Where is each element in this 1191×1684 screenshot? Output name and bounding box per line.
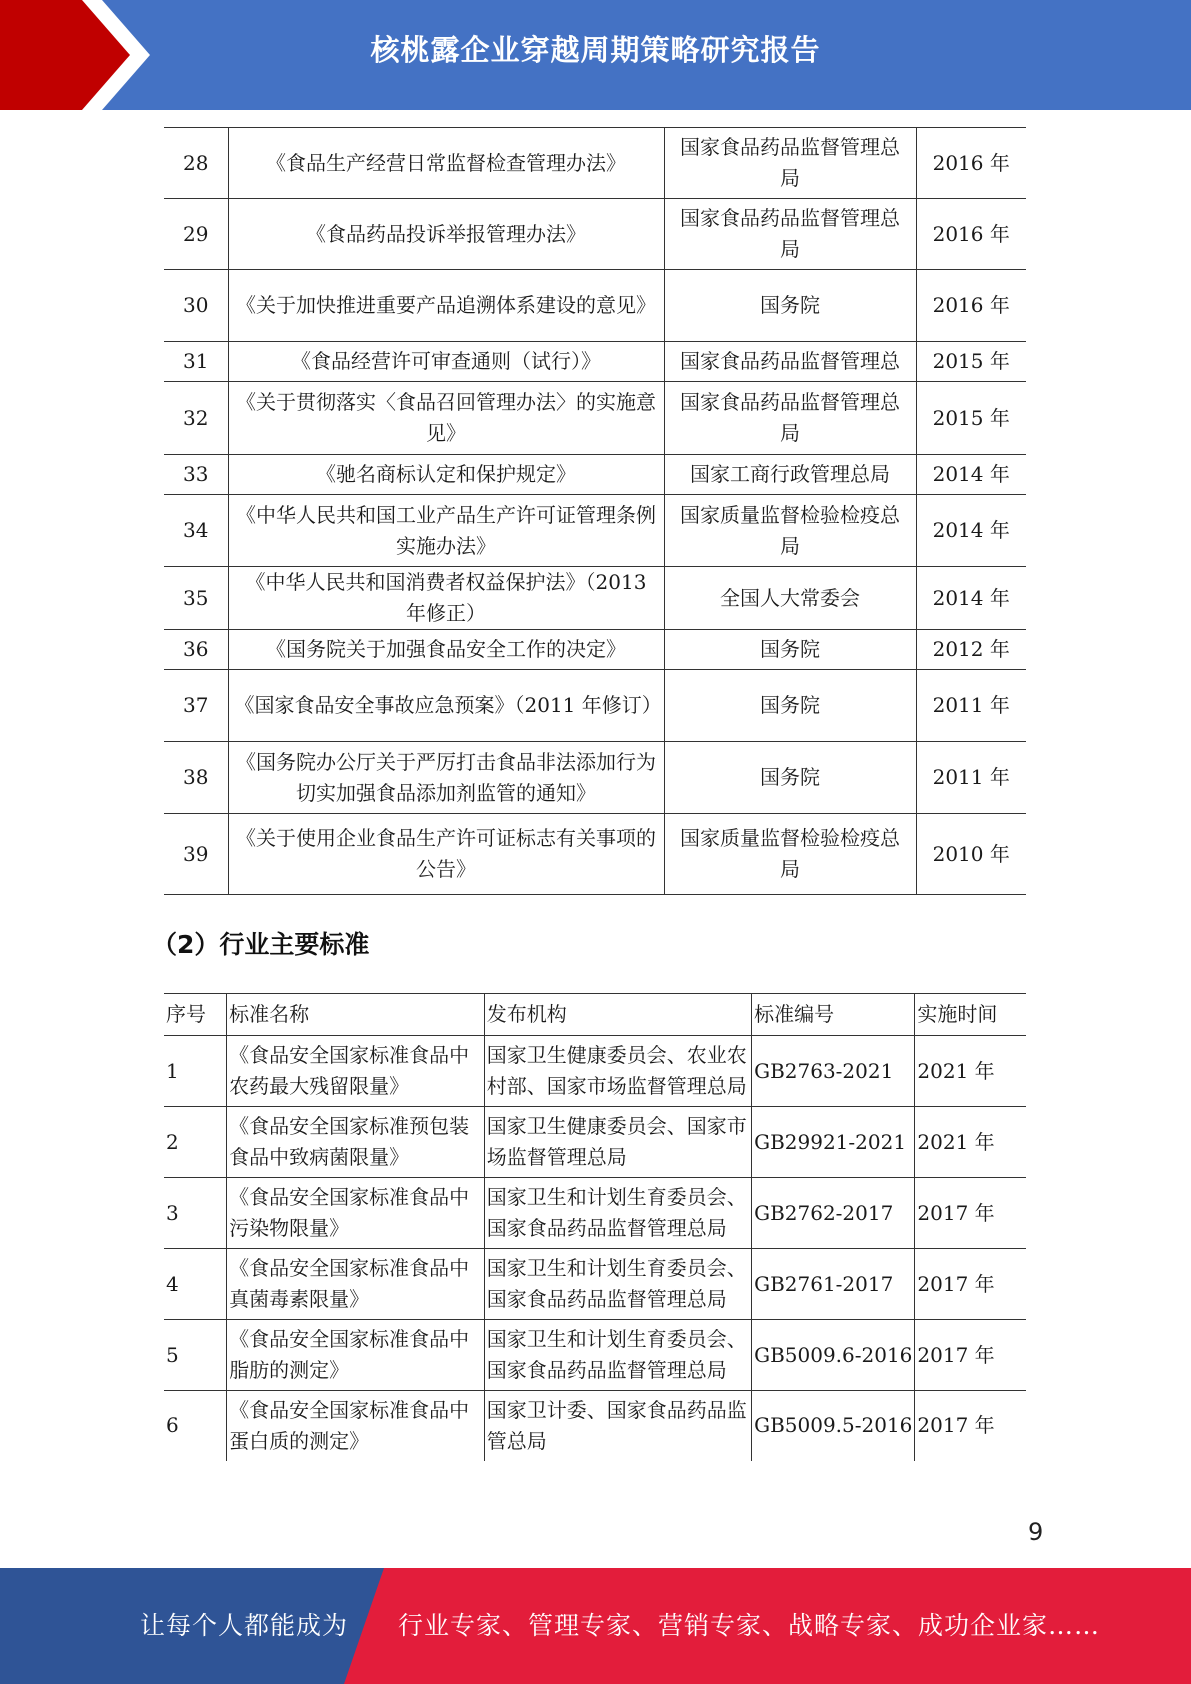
issuing-authority: 国家工商行政管理总局 [664,455,916,495]
table-row [164,199,1026,270]
issuing-authority: 国务院 [664,630,916,670]
page-number: 9 [1028,1518,1044,1546]
standard-code: GB2761-2017 [752,1249,915,1320]
report-title: 核桃露企业穿越周期策略研究报告 [370,33,821,67]
row-number: 38 [164,742,228,814]
issue-year: 2014 年 [916,567,1026,630]
regulation-name: 《国务院办公厅关于严厉打击食品非法添加行为切实加强食品添加剂监管的通知》 [228,742,664,814]
table-row [164,1249,1026,1320]
standard-code: GB2763-2021 [752,1036,915,1107]
issuing-authority: 国家食品药品监督管理总局 [664,128,916,199]
row-number: 32 [164,382,228,455]
table-row [164,670,1026,742]
row-number: 1 [164,1036,227,1107]
table-row [164,1178,1026,1249]
issuing-authority: 国务院 [664,270,916,342]
row-number: 36 [164,630,228,670]
table-row [164,567,1026,630]
effective-date: 2017 年 [915,1249,1026,1320]
standard-code: GB2762-2017 [752,1178,915,1249]
standards-table [164,993,1026,1461]
row-number: 35 [164,567,228,630]
row-number: 34 [164,495,228,567]
issuing-authority: 国家质量监督检验检疫总局 [664,814,916,895]
table-row [164,455,1026,495]
issue-year: 2014 年 [916,455,1026,495]
table-row [164,742,1026,814]
table-row [164,382,1026,455]
table-row [164,342,1026,382]
issuing-body: 国家卫生健康委员会、国家市场监督管理总局 [484,1107,751,1178]
row-number: 3 [164,1178,227,1249]
issuing-body: 国家卫生和计划生育委员会、国家食品药品监督管理总局 [484,1178,751,1249]
standard-code: GB5009.6-2016 [752,1320,915,1391]
issuing-body: 国家卫计委、国家食品药品监管总局 [484,1391,751,1461]
issuing-body: 国家卫生健康委员会、农业农村部、国家市场监督管理总局 [484,1036,751,1107]
regulation-name: 《国家食品安全事故应急预案》（2011 年修订） [228,670,664,742]
clipped-cell [671,342,910,381]
issuing-authority: 国家质量监督检验检疫总局 [664,495,916,567]
footer-slogan-left: 让每个人都能成为 [140,1611,349,1640]
regulation-name: 《中华人民共和国消费者权益保护法》（2013 年修正） [228,567,664,630]
page-footer [0,1568,1191,1684]
issue-year: 2014 年 [916,495,1026,567]
regulation-name: 《食品经营许可审查通则（试行）》 [228,342,664,382]
effective-date: 2021 年 [915,1036,1026,1107]
effective-date: 2021 年 [915,1107,1026,1178]
standard-name: 《食品安全国家标准预包装食品中致病菌限量》 [227,1107,485,1178]
issue-year: 2016 年 [916,270,1026,342]
standard-name: 《食品安全国家标准食品中蛋白质的测定》 [227,1391,485,1461]
regulation-name: 《关于贯彻落实〈食品召回管理办法〉的实施意见》 [228,382,664,455]
page-header [0,0,1191,110]
issuing-authority: 国务院 [664,670,916,742]
row-number: 30 [164,270,228,342]
issue-year: 2012 年 [916,630,1026,670]
header-cell-org: 发布机构 [484,994,751,1036]
footer-slogan-right: 行业专家、管理专家、营销专家、战略专家、成功企业家…… [398,1611,1101,1640]
regulation-name: 《食品药品投诉举报管理办法》 [228,199,664,270]
header-cell-date: 实施时间 [915,994,1026,1036]
table-header-row [164,994,1026,1036]
table-row [164,1036,1026,1107]
issuing-authority-text: 国家食品药品监督管理总 [680,349,900,373]
issue-year: 2011 年 [916,742,1026,814]
header-cell-code: 标准编号 [752,994,915,1036]
issuing-authority [664,342,916,382]
row-number: 29 [164,199,228,270]
regulation-name: 《关于加快推进重要产品追溯体系建设的意见》 [228,270,664,342]
issue-year: 2015 年 [916,342,1026,382]
header-cell-no: 序号 [164,994,227,1036]
table-row [164,630,1026,670]
issuing-body: 国家卫生和计划生育委员会、国家食品药品监督管理总局 [484,1249,751,1320]
table-row [164,1320,1026,1391]
table-row [164,495,1026,567]
standard-name: 《食品安全国家标准食品中污染物限量》 [227,1178,485,1249]
section-heading: （2）行业主要标准 [152,930,370,959]
regulation-name: 《驰名商标认定和保护规定》 [228,455,664,495]
standard-code: GB5009.5-2016 [752,1391,915,1461]
header-cell-name: 标准名称 [227,994,485,1036]
issuing-authority: 全国人大常委会 [664,567,916,630]
table-row [164,814,1026,895]
issuing-body: 国家卫生和计划生育委员会、国家食品药品监督管理总局 [484,1320,751,1391]
effective-date: 2017 年 [915,1178,1026,1249]
regulation-name: 《中华人民共和国工业产品生产许可证管理条例实施办法》 [228,495,664,567]
effective-date: 2017 年 [915,1391,1026,1461]
row-number: 31 [164,342,228,382]
row-number: 4 [164,1249,227,1320]
issue-year: 2016 年 [916,199,1026,270]
regulations-table [164,127,1026,895]
standard-name: 《食品安全国家标准食品中农药最大残留限量》 [227,1036,485,1107]
row-number: 2 [164,1107,227,1178]
row-number: 5 [164,1320,227,1391]
regulation-name: 《国务院关于加强食品安全工作的决定》 [228,630,664,670]
standard-name: 《食品安全国家标准食品中真菌毒素限量》 [227,1249,485,1320]
regulation-name: 《食品生产经营日常监督检查管理办法》 [228,128,664,199]
issue-year: 2016 年 [916,128,1026,199]
effective-date: 2017 年 [915,1320,1026,1391]
row-number: 37 [164,670,228,742]
row-number: 39 [164,814,228,895]
row-number: 6 [164,1391,227,1461]
issuing-authority: 国家食品药品监督管理总局 [664,199,916,270]
standard-code: GB29921-2021 [752,1107,915,1178]
issue-year: 2015 年 [916,382,1026,455]
table-row [164,128,1026,199]
standard-name: 《食品安全国家标准食品中脂肪的测定》 [227,1320,485,1391]
regulation-name: 《关于使用企业食品生产许可证标志有关事项的公告》 [228,814,664,895]
row-number: 33 [164,455,228,495]
row-number: 28 [164,128,228,199]
table-row [164,270,1026,342]
issue-year: 2010 年 [916,814,1026,895]
issue-year: 2011 年 [916,670,1026,742]
table-row [164,1391,1026,1461]
issuing-authority: 国家食品药品监督管理总局 [664,382,916,455]
issuing-authority: 国务院 [664,742,916,814]
table-row [164,1107,1026,1178]
